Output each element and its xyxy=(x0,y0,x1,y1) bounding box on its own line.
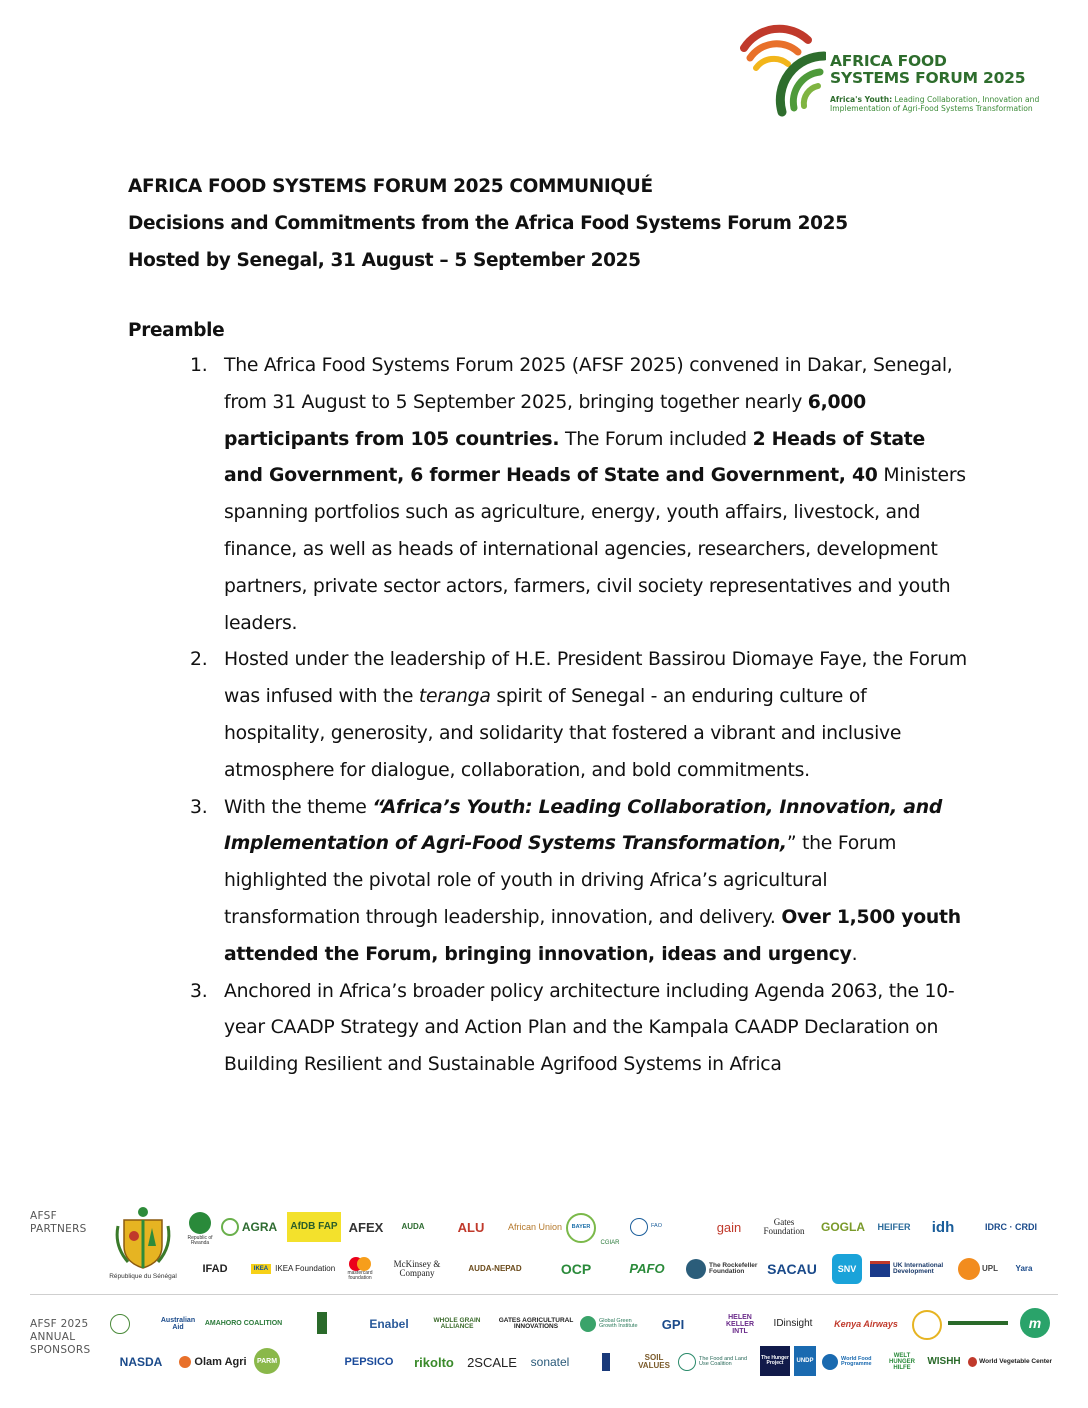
gpi-logo: GPI xyxy=(661,1316,685,1332)
rwanda-logo: Republic of Rwanda xyxy=(186,1210,214,1248)
title-line-2: Decisions and Commitments from the Africa Food Systems Forum 2025 xyxy=(128,213,848,234)
gggi-logo: Global Green Growth Institute xyxy=(580,1312,642,1336)
list-item xyxy=(128,974,968,1084)
item-number: 3. xyxy=(190,796,208,818)
gogla-logo: GOGLA xyxy=(821,1220,865,1234)
item-text: With the theme “Africa’s Youth: Leading Collaboration, Innovation, and Implementation of Agri-Food Systems Transformation,” the Forum highlighted the pivotal role of youth in driving Africa’s agricultural transformation through leadership, innovation, and delivery. Over 1,500 youth attended the Forum, bringing innovation, ideas and urgency. xyxy=(224,796,961,965)
fao-logo: FAO xyxy=(630,1216,702,1238)
mastercard-foundation-logo: mastercard foundation xyxy=(340,1254,380,1284)
pepsico-logo: PEPSICO xyxy=(344,1355,394,1368)
folu-logo: The Food and Land Use Coalition xyxy=(678,1350,754,1374)
gates-agricultural-innovations-logo: GATES AGRICULTURAL INNOVATIONS xyxy=(498,1316,574,1330)
auda-nepad-logo: AUDA-NEPAD xyxy=(468,1264,522,1273)
list-item xyxy=(128,642,968,789)
african-union-logo: African Union xyxy=(507,1221,563,1232)
nasda-logo: NASDA xyxy=(119,1355,163,1369)
tagline-line2: Implementation of Agri-Food Systems Transformation xyxy=(830,104,1033,113)
item-text: Hosted under the leadership of H.E. President Bassirou Diomaye Faye, the Forum was infused with the teranga spirit of Senegal - an enduring culture of hospitality, generosity, and solidarity that fostered a vibrant and inclusive atmosphere for dialogue, collaboration, and bold commitments. xyxy=(224,649,967,781)
logo-title xyxy=(830,53,1025,87)
list-item xyxy=(128,348,968,642)
kenya-airways-logo: Kenya Airways xyxy=(834,1318,898,1329)
logo-title-line1: AFRICA FOOD xyxy=(830,52,947,70)
partners-label: AFSF PARTNERS xyxy=(30,1210,87,1235)
tagline-bold: Africa's Youth: xyxy=(830,95,893,104)
australian-aid-logo: Australian Aid xyxy=(160,1317,196,1331)
idrc-logo: IDRC · CRDI xyxy=(985,1221,1037,1232)
soil-values-logo: SOIL VALUES xyxy=(638,1353,670,1370)
item-number: 3. xyxy=(190,980,208,1002)
item-text: The Africa Food Systems Forum 2025 (AFSF 2025) convened in Dakar, Senegal, from 31 August to 5 September 2025, bringing together nearly 6,000 participants from 105 countries. The Forum included 2 Heads of State and Government, 6 former Heads of State and Government, 40 Ministers spanning portfolios such as agriculture, energy, youth affairs, livestock, and finance, as well as heads of international agencies, researchers, development partners, private sector actors, farmers, civil society representatives and youth leaders. xyxy=(224,355,966,634)
ikea-foundation-logo: IKEA IKEA Foundation xyxy=(250,1260,336,1278)
preamble-list xyxy=(128,348,968,1198)
item-number: 2. xyxy=(190,649,208,671)
list-item xyxy=(128,790,968,974)
helen-keller-logo: HELEN KELLER INTL xyxy=(726,1313,754,1335)
forum-arcs-icon xyxy=(736,22,826,122)
parm-caption xyxy=(284,1350,332,1372)
welthungerhilfe-logo: WELT HUNGER HILFE xyxy=(888,1353,915,1371)
rockefeller-logo: The Rockefeller Foundation xyxy=(686,1256,758,1282)
upl-logo: UPL xyxy=(958,1254,998,1284)
heifer-logo: HEIFER xyxy=(877,1221,911,1232)
footer-logo-strip xyxy=(0,1198,1088,1408)
sonatel-logo: sonatel xyxy=(530,1355,570,1369)
afex-logo: AFEX xyxy=(348,1219,384,1235)
whole-grain-alliance-logo: WHOLE GRAIN ALLIANCE xyxy=(433,1316,481,1330)
gain-logo: gain xyxy=(716,1219,742,1235)
logo-tagline xyxy=(830,95,1039,113)
cgiar-logo: CGIAR xyxy=(600,1240,620,1246)
bayer-logo: BAYER xyxy=(566,1213,596,1243)
title-line-3: Hosted by Senegal, 31 August – 5 September 2025 xyxy=(128,250,641,271)
netherlands-ministry-logo xyxy=(582,1352,630,1372)
document-title xyxy=(128,168,848,279)
wishh-logo: WISHH xyxy=(927,1356,961,1367)
ocp-logo: OCP xyxy=(560,1261,592,1277)
alu-logo: ALU xyxy=(457,1219,485,1235)
islamic-organisation-logo xyxy=(942,1312,1014,1334)
snv-logo: SNV xyxy=(832,1254,862,1284)
wfp-logo: World Food Programme xyxy=(822,1350,878,1374)
ifad-logo: IFAD xyxy=(202,1262,228,1275)
pafo-logo: PAFO xyxy=(629,1260,665,1276)
title-line-1: AFRICA FOOD SYSTEMS FORUM 2025 COMMUNIQUÉ xyxy=(128,176,653,197)
auda-logo: AUDA xyxy=(401,1222,425,1231)
senegal-coat-of-arms-icon xyxy=(109,1206,177,1282)
amahoro-coalition-logo: AMAHORO COALITION xyxy=(204,1319,283,1327)
senegal-label: République du Sénégal xyxy=(109,1273,177,1280)
uk-aid-logo: UK International Development xyxy=(870,1258,954,1280)
tagline-rest: Leading Collaboration, Innovation and xyxy=(892,95,1040,104)
agra-logo: AGRA xyxy=(220,1216,278,1238)
rikolto-logo: rikolto xyxy=(414,1354,454,1370)
m-logo-icon: m xyxy=(1020,1308,1050,1338)
parm-logo: PARM xyxy=(254,1348,280,1374)
idinsight-logo: IDinsight xyxy=(773,1318,813,1329)
sponsor-seal-icon xyxy=(912,1310,942,1340)
olam-agri-logo: Olam Agri xyxy=(178,1352,248,1372)
afdb-fap-logo: AfDB FAP xyxy=(287,1212,341,1242)
world-vegetable-center-logo: World Vegetable Center xyxy=(968,1352,1052,1372)
sponsor-emblem-icon xyxy=(110,1314,130,1334)
idh-logo: idh xyxy=(931,1218,955,1236)
gates-foundation-logo: Gates Foundation xyxy=(763,1217,805,1236)
hunger-project-logo: The Hunger Project xyxy=(760,1346,790,1376)
sponsors-label: AFSF 2025 ANNUAL SPONSORS xyxy=(30,1318,91,1356)
sacau-logo: SACAU xyxy=(767,1261,817,1277)
mckinsey-logo: McKinsey & Company xyxy=(393,1259,441,1278)
item-number: 1. xyxy=(190,355,208,376)
logo-title-line2: SYSTEMS FORUM 2025 xyxy=(830,69,1026,87)
2scale-logo: 2SCALE xyxy=(467,1354,517,1370)
government-agency-logo xyxy=(286,1310,358,1336)
rwanda-seal-icon xyxy=(189,1212,211,1234)
section-heading-preamble: Preamble xyxy=(128,320,225,341)
undp-logo: UNDP xyxy=(794,1346,816,1376)
forum-logo xyxy=(736,22,1040,122)
footer-divider xyxy=(30,1294,1058,1295)
item-text: Anchored in Africa’s broader policy architecture including Agenda 2063, the 10-year CAADP Strategy and Action Plan and the Kampala CAADP Declaration on Building Resilient and Sustainable Agrifood Systems in Africa xyxy=(224,980,955,1076)
yara-logo: Yara xyxy=(1015,1264,1033,1273)
enabel-logo: Enabel xyxy=(369,1317,409,1331)
mastercard-circles-icon xyxy=(349,1257,371,1271)
